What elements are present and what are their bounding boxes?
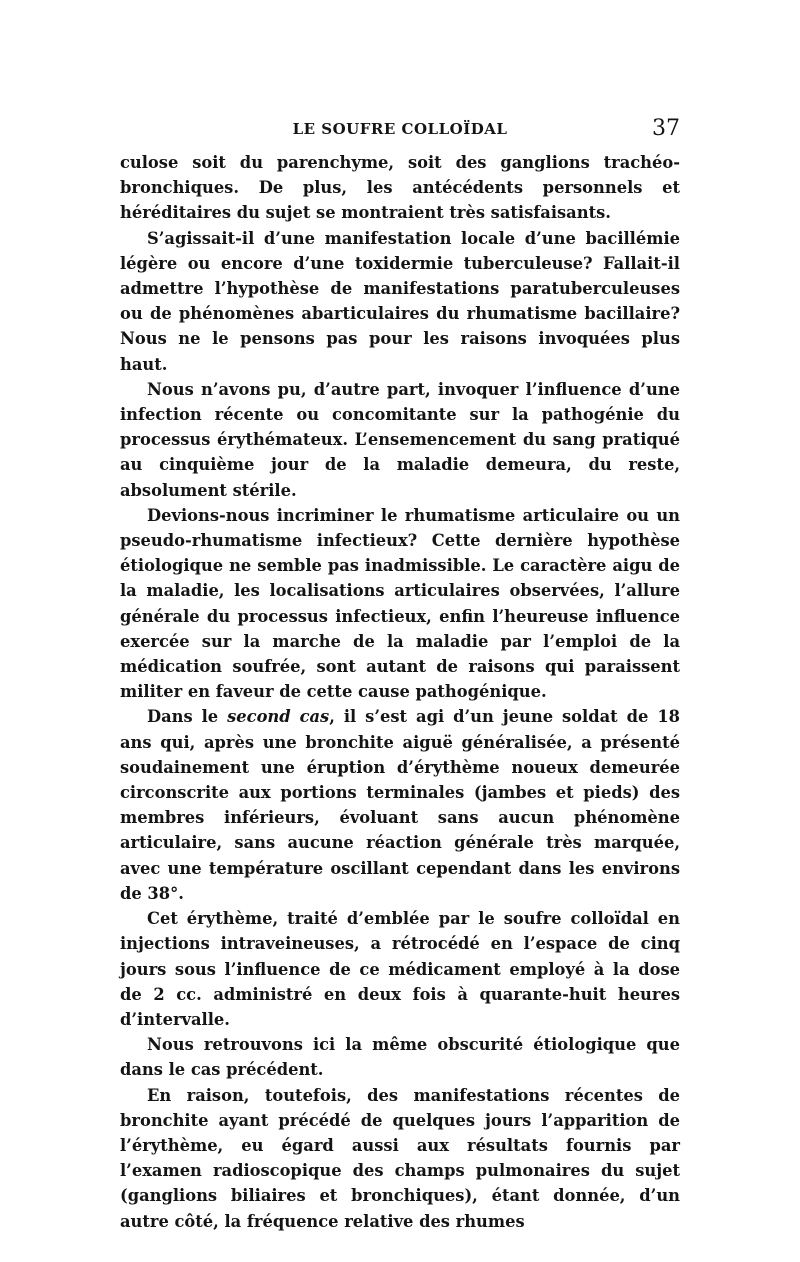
paragraph-4: Devions-nous incriminer le rhumatisme articulaire ou un pseudo-rhumatisme infectieux? Cette dernière hypothèse étiologique ne semble pas inadmissible. Le caractère aigu de la maladie, les localisations articulaires observées, l’allure générale du processus infectieux, enfin l’heureuse influence exercée sur la marche de la maladie par l’emploi de la médication soufrée, sont autant de raisons qui paraissent militer en faveur de cette cause pathogénique. [120, 505, 680, 702]
paragraph-5-rest: , il s’est agi d’un jeune soldat de 18 ans qui, après une bronchite aiguë généralisée, a présenté soudainement une éruption d’érythème noueux demeurée circonscrite aux portions terminales (jambes et pieds) des membres inférieurs, évoluant sans aucun phénomène articulaire, sans aucune réaction générale très marquée, avec une température oscillant cependant dans les environs de 38°. [120, 707, 680, 903]
paragraph-5-italic: second cas [227, 707, 330, 727]
paragraph-5-start: Dans le [147, 707, 228, 727]
paragraph-3: Nous n’avons pu, d’autre part, invoquer l’influence d’une infection récente ou concomitante sur la pathogénie du processus érythémateux. L’ensemencement du sang pratiqué au cinquième jour de la maladie demeura, du reste, absolument stérile. [120, 379, 680, 500]
paragraph-8: En raison, toutefois, des manifestations récentes de bronchite ayant précédé de quelques jours l’apparition de l’érythème, eu égard aussi aux résultats fournis par l’examen radioscopique des champs pulmonaires du sujet (ganglions biliaires et bronchiques), étant donnée, d’un autre côté, la fréquence relative des rhumes [120, 1085, 680, 1231]
paragraph-6: Cet érythème, traité d’emblée par le soufre colloïdal en injections intraveineuses, a rétrocédé en l’espace de cinq jours sous l’influence de ce médicament employé à la dose de 2 cc. administré en deux fois à quarante-huit heures d’intervalle. [120, 909, 680, 1029]
paragraph-5 [120, 704, 680, 906]
running-title: LE SOUFRE COLLOÏDAL [292, 120, 508, 138]
paragraph-1: culose soit du parenchyme, soit des ganglions trachéo-bronchiques. De plus, les antécédents personnels et héréditaires du sujet se montraient très satisfaisants. [120, 153, 680, 223]
page-number: 37 [652, 116, 680, 141]
paragraph-7: Nous retrouvons ici la même obscurité étiologique que dans le cas précédent. [120, 1035, 680, 1080]
paragraph-2: S’agissait-il d’une manifestation locale d’une bacillémie légère ou encore d’une toxidermie tuberculeuse? Fallait-il admettre l’hypothèse de manifestations paratuberculeuses ou de phénomènes abarticulaires du rhumatisme bacillaire? Nous ne le pensons pas pour les raisons invoquées plus haut. [120, 228, 680, 374]
running-head [120, 112, 680, 146]
body-text [120, 150, 680, 1234]
